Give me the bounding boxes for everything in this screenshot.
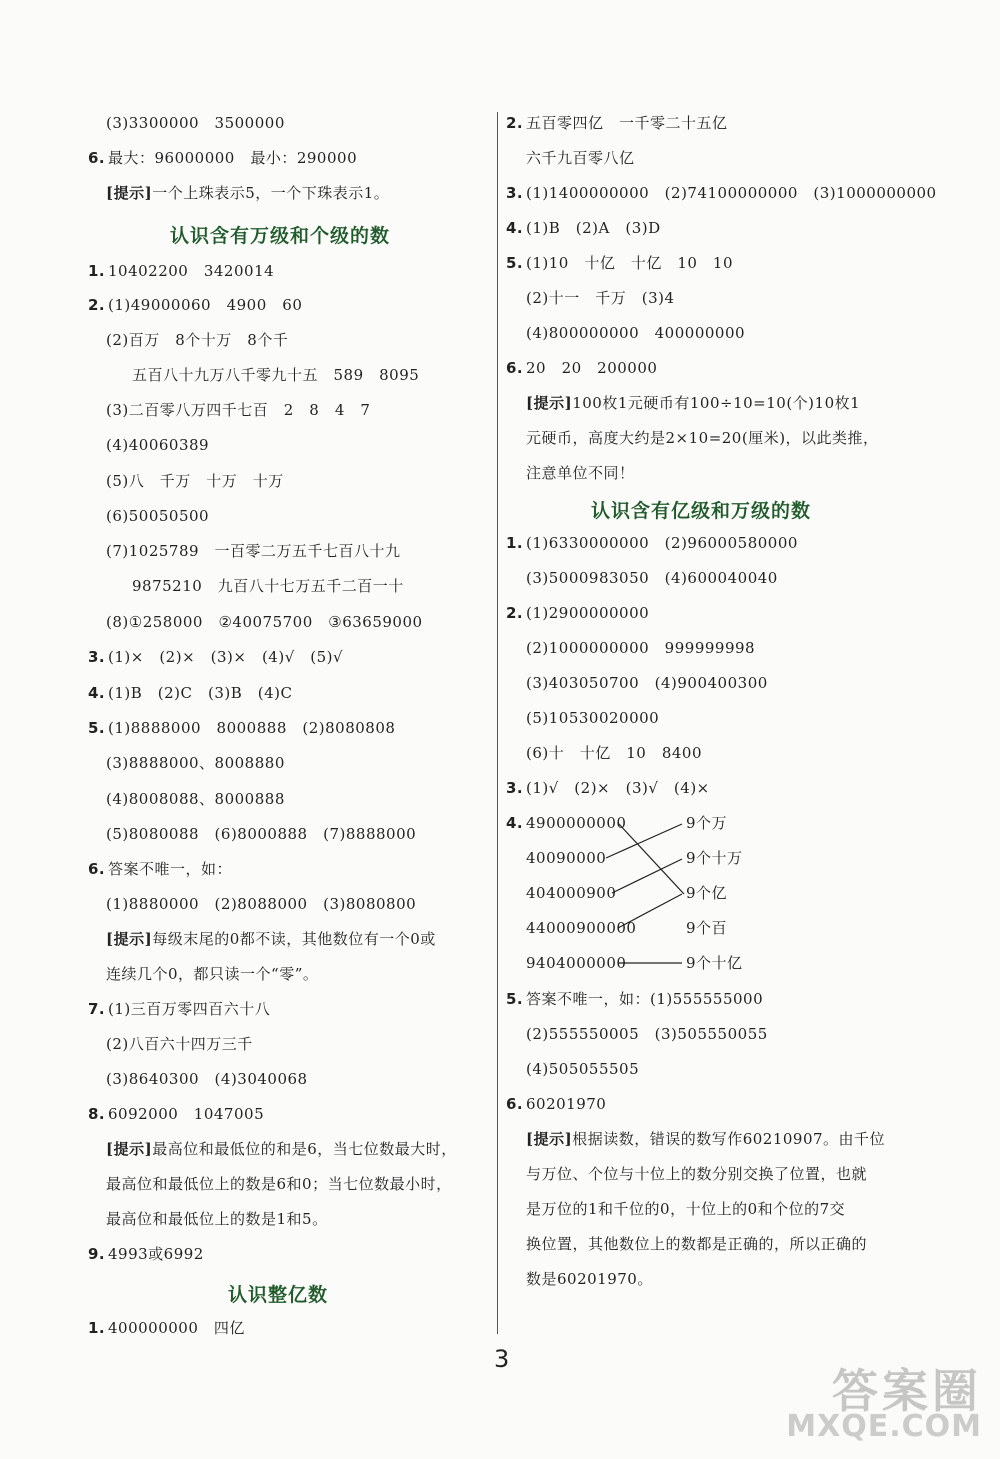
matching-diagram	[506, 812, 796, 992]
answer-line: (3)8888000、8008880	[106, 754, 285, 772]
answer-text: 400000000 四亿	[108, 1319, 245, 1337]
q-number: 5.	[506, 254, 524, 272]
hint-text: 最高位和最低位的和是6，当七位数最大时，	[152, 1140, 457, 1158]
q-number: 1.	[88, 262, 106, 280]
answer-line: (3)二百零八万四千七百 2 8 4 7	[106, 401, 371, 419]
match-right-item: 9个万	[686, 814, 728, 832]
hint-tag: [提示]	[526, 394, 573, 412]
answer-line: (2)百万 8个十万 8个千	[106, 331, 289, 349]
answer-2d	[506, 602, 649, 624]
hint-text: 最高位和最低位上的数是6和0；当七位数最小时，	[106, 1175, 452, 1193]
answer-line: (4)40060389	[106, 436, 210, 454]
answer-6d	[506, 1093, 606, 1115]
hint-text: 数是60201970。	[526, 1270, 653, 1288]
answer-text: (1)2900000000	[526, 604, 650, 622]
q-number: 6.	[88, 860, 106, 878]
answer-text: (1)B (2)A (3)D	[526, 219, 661, 237]
hint-text: 最高位和最低位上的数是1和5。	[106, 1210, 328, 1228]
answer-line: (6)50050500	[106, 507, 210, 525]
answer-9	[88, 1243, 204, 1265]
q-number: 8.	[88, 1105, 106, 1123]
match-left-item: 404000900	[526, 884, 617, 902]
hint-tag: [提示]	[526, 1130, 573, 1148]
hint-text: 100枚1元硬币有100÷10=10(个)10枚1	[572, 394, 861, 412]
answer-text: (1)B (2)C (3)B (4)C	[108, 684, 293, 702]
answer-line: (2)八百六十四万三千	[106, 1035, 253, 1053]
answer-line: (4)8008088、8000888	[106, 790, 285, 808]
q-number: 4.	[506, 219, 524, 237]
hint-text: 与万位、个位与十位上的数分别交换了位置，也就	[526, 1165, 868, 1183]
answer-text: 10402200 3420014	[108, 262, 275, 280]
hint-text: 注意单位不同！	[526, 464, 635, 482]
hint-text: 连续几个0，都只读一个“零”。	[106, 965, 319, 983]
answer-text: (1)1400000000 (2)74100000000 (3)1000000000	[526, 184, 937, 202]
q-number: 1.	[88, 1319, 106, 1337]
answer-line: (3)5000983050 (4)600040040	[526, 569, 778, 587]
answer-text: (1)√ (2)× (3)√ (4)×	[526, 779, 710, 797]
answer-text: (1)6330000000 (2)96000580000	[526, 534, 798, 552]
answer-text: (1)三百万零四百六十八	[108, 1000, 271, 1018]
answer-3	[88, 646, 343, 668]
answer-line: (5)八 千万 十万 十万	[106, 472, 284, 490]
answer-line: (5)8080088 (6)8000888 (7)8888000	[106, 825, 417, 843]
q-number: 2.	[506, 114, 524, 132]
q-number: 1.	[506, 534, 524, 552]
q-number: 3.	[88, 648, 106, 666]
answer-line: (3)3300000 3500000	[106, 114, 285, 132]
answer-1	[88, 260, 274, 282]
answer-5	[88, 717, 395, 739]
answer-text: (1)8888000 8000888 (2)8080808	[108, 719, 396, 737]
answer-5d	[506, 988, 763, 1010]
watermark-text: 答案圈	[832, 1364, 982, 1418]
q-number: 3.	[506, 779, 524, 797]
answer-line: (2)十一 千万 (3)4	[526, 289, 675, 307]
q-number: 4.	[506, 814, 524, 832]
answer-line: (1)8880000 (2)8088000 (3)8080800	[106, 895, 417, 913]
hint-text: 是万位的1和千位的0，十位上的0和个位的7交	[526, 1200, 846, 1218]
answer-text: 五百零四亿 一千零二十五亿	[526, 114, 728, 132]
answer-2c	[506, 112, 728, 134]
q-number: 2.	[506, 604, 524, 622]
answer-3d	[506, 777, 710, 799]
answer-line: (3)8640300 (4)3040068	[106, 1070, 308, 1088]
answer-text: 最大：96000000 最小：290000	[108, 149, 358, 167]
answer-6	[88, 147, 357, 169]
answer-line: (8)①258000 ②40075700 ③63659000	[106, 613, 423, 631]
answer-6b	[88, 858, 232, 880]
section-heading: 认识含有亿级和万级的数	[591, 500, 812, 522]
match-left-item: 4900000000	[526, 814, 627, 832]
watermark-url: MXQE.COM	[786, 1409, 982, 1444]
answer-line: (3)403050700 (4)900400300	[526, 674, 768, 692]
answer-2	[88, 294, 302, 316]
hint-text: 每级末尾的0都不读，其他数位有一个0或	[152, 930, 436, 948]
answer-line: 六千九百零八亿	[526, 149, 635, 167]
q-number: 4.	[88, 684, 106, 702]
answer-line: (2)555550005 (3)505550055	[526, 1025, 768, 1043]
section-heading: 认识整亿数	[228, 1284, 329, 1306]
answer-line: (4)800000000 400000000	[526, 324, 746, 342]
answer-line: (6)十 十亿 10 8400	[526, 744, 703, 762]
hint-text: 换位置，其他数位上的数都是正确的，所以正确的	[526, 1235, 868, 1253]
q-number: 9.	[88, 1245, 106, 1263]
q-number: 7.	[88, 1000, 106, 1018]
answer-text: (1)10 十亿 十亿 10 10	[526, 254, 734, 272]
answer-4c	[506, 217, 661, 239]
answer-4	[88, 682, 293, 704]
q-number: 5.	[88, 719, 106, 737]
match-right-item: 9个十亿	[686, 954, 743, 972]
match-right-item: 9个亿	[686, 884, 728, 902]
answer-line: (5)10530020000	[526, 709, 660, 727]
answer-text: 60201970	[526, 1095, 607, 1113]
match-left-item: 44000900000	[526, 919, 637, 937]
answer-8	[88, 1103, 264, 1125]
hint	[106, 928, 436, 950]
q-number: 5.	[506, 990, 524, 1008]
hint-text: 元硬币，高度大约是2×10=20(厘米)，以此类推，	[526, 429, 879, 447]
answer-line: (4)505055505	[526, 1060, 640, 1078]
hint-text: 根据读数，错误的数写作60210907。由千位	[572, 1130, 886, 1148]
answer-text: 答案不唯一，如：	[108, 860, 233, 878]
q-number: 2.	[88, 296, 106, 314]
answer-text: 4993或6992	[108, 1245, 204, 1263]
answer-text: (1)× (2)× (3)× (4)√ (5)√	[108, 648, 344, 666]
answer-3c	[506, 182, 937, 204]
answer-line: (7)1025789 一百零二万五千七百八十九	[106, 542, 401, 560]
watermark	[752, 1355, 982, 1445]
hint	[526, 392, 860, 414]
column-divider	[497, 112, 498, 1334]
hint-tag: [提示]	[106, 1140, 153, 1158]
answer-1d	[506, 532, 798, 554]
hint	[526, 1128, 885, 1150]
answer-5c	[506, 252, 733, 274]
answer-7	[88, 998, 270, 1020]
match-left-item: 9404000000	[526, 954, 627, 972]
answer-text: 答案不唯一，如：(1)555555000	[526, 990, 764, 1008]
answer-1b	[88, 1317, 245, 1339]
q-number: 6.	[506, 359, 524, 377]
section-heading: 认识含有万级和个级的数	[170, 225, 391, 247]
answer-line: 五百八十九万八千零九十五 589 8095	[132, 366, 420, 384]
q-number: 6.	[88, 149, 106, 167]
match-line	[612, 859, 682, 893]
hint-tag: [提示]	[106, 930, 153, 948]
match-left-item: 40090000	[526, 849, 607, 867]
answer-text: (1)49000060 4900 60	[108, 296, 303, 314]
answer-text: 6092000 1047005	[108, 1105, 265, 1123]
hint-text: 一个上珠表示5，一个下珠表示1。	[152, 184, 390, 202]
answer-6c	[506, 357, 657, 379]
q-number: 6.	[506, 1095, 524, 1113]
match-line	[618, 823, 684, 894]
answer-line: (2)1000000000 999999998	[526, 639, 756, 657]
match-right-item: 9个百	[686, 919, 728, 937]
hint-tag: [提示]	[106, 184, 153, 202]
hint	[106, 1138, 457, 1160]
match-right-item: 9个十万	[686, 849, 743, 867]
answer-line: 9875210 九百八十七万五千二百一十	[132, 577, 404, 595]
q-number: 3.	[506, 184, 524, 202]
page-number: 3	[494, 1345, 510, 1373]
hint	[106, 182, 389, 204]
answer-text: 20 20 200000	[526, 359, 658, 377]
